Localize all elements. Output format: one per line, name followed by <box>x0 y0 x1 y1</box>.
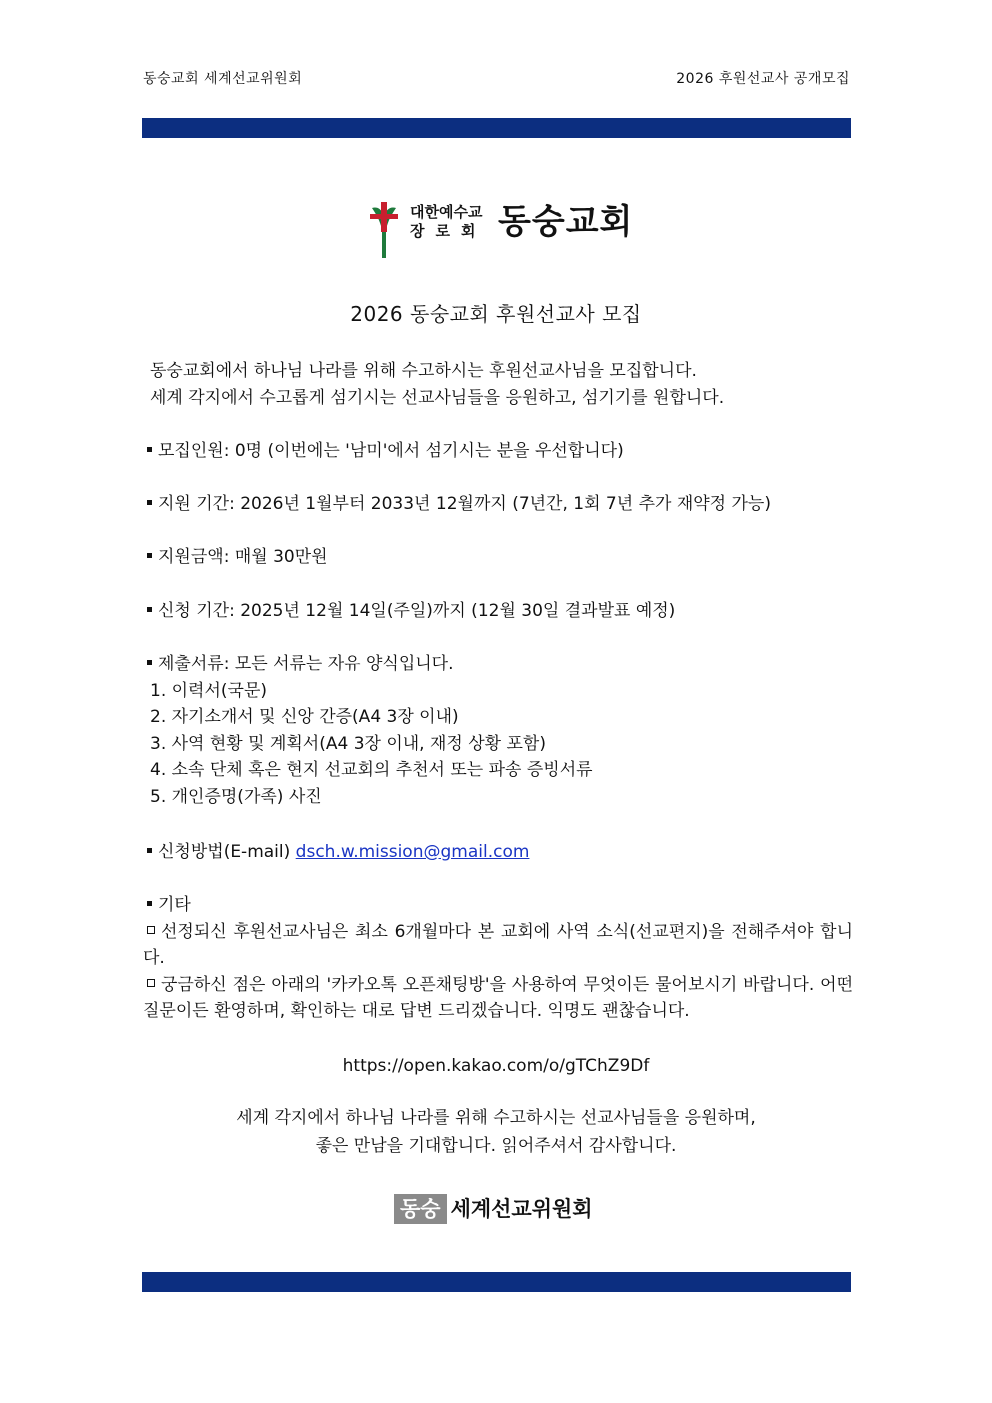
email-link[interactable]: dsch.w.mission@gmail.com <box>295 842 530 862</box>
etc-note-1 <box>143 919 853 972</box>
documents-item <box>143 651 853 810</box>
bullet-icon <box>147 553 152 558</box>
amount-text: 지원금액: 매월 30만원 <box>158 547 328 567</box>
deadline-item <box>143 598 853 625</box>
logo-org-line2: 장로회 <box>410 222 487 240</box>
etc-note-2-text: 궁금하신 점은 아래의 '카카오톡 오픈채팅방'을 사용하여 무엇이든 물어보시기 바랍니다. 어떤 질문이든 환영하며, 확인하는 대로 답변 드리겠습니다. 익명도 괜찮습니다. <box>143 974 853 1021</box>
recruit-item <box>143 438 853 465</box>
church-logo <box>364 198 634 262</box>
method-item <box>143 839 853 866</box>
closing-message <box>0 1104 992 1160</box>
etc-label: 기타 <box>158 895 191 915</box>
document-list-item: 2. 자기소개서 및 신앙 간증(A4 3장 이내) <box>150 707 459 727</box>
top-divider-bar <box>142 118 851 138</box>
etc-item <box>143 892 853 1025</box>
document-list-item: 1. 이력서(국문) <box>150 680 267 701</box>
logo-org-line1: 대한예수교 <box>410 203 483 221</box>
header-left-text: 동숭교회 세계선교위원회 <box>143 71 303 87</box>
cross-icon <box>364 200 404 260</box>
intro-line: 세계 각지에서 수고롭게 섬기시는 선교사님들을 응원하고, 섬기기를 원합니다. <box>150 387 725 408</box>
signature-tag: 동숭 <box>394 1194 447 1224</box>
method-label: 신청방법(E-mail) <box>158 842 291 862</box>
intro-paragraph <box>143 358 853 411</box>
amount-item <box>143 544 853 571</box>
document-list-item: 4. 소속 단체 혹은 현지 선교회의 추천서 또는 파송 증빙서류 <box>150 760 593 780</box>
bullet-icon <box>147 447 152 452</box>
closing-line: 세계 각지에서 하나님 나라를 위해 수고하시는 선교사님들을 응원하며, <box>236 1108 756 1128</box>
logo-church-name: 동숭교회 <box>498 202 634 242</box>
bullet-icon <box>147 500 152 505</box>
period-text: 지원 기간: 2026년 1월부터 2033년 12월까지 (7년간, 1회 7년 추가 재약정 가능) <box>158 494 771 514</box>
bottom-divider-bar <box>142 1272 851 1292</box>
page-title: 2026 동숭교회 후원선교사 모집 <box>350 302 642 326</box>
recruit-text: 모집인원: 0명 (이번에는 '남미'에서 섬기시는 분을 우선합니다) <box>158 441 624 461</box>
period-item <box>143 491 853 518</box>
committee-signature <box>394 1194 593 1224</box>
document-list-item: 5. 개인증명(가족) 사진 <box>150 786 322 807</box>
bullet-icon <box>147 607 152 612</box>
deadline-text: 신청 기간: 2025년 12월 14일(주일)까지 (12월 30일 결과발표 예정) <box>158 601 676 621</box>
header-right-text: 2026 후원선교사 공개모집 <box>676 71 850 87</box>
intro-line: 동숭교회에서 하나님 나라를 위해 수고하시는 후원선교사님을 모집합니다. <box>150 361 697 381</box>
etc-note-1-text: 선정되신 후원선교사님은 최소 6개월마다 본 교회에 사역 소식(선교편지)을 전해주셔야 합니다. <box>143 921 853 968</box>
signature-name: 세계선교위원회 <box>450 1197 593 1221</box>
bullet-icon <box>147 660 152 665</box>
bullet-icon <box>147 848 152 853</box>
documents-label: 제출서류: 모든 서류는 자유 양식입니다. <box>158 654 454 674</box>
square-bullet-icon <box>147 979 155 987</box>
closing-line: 좋은 만남을 기대합니다. 읽어주셔서 감사합니다. <box>315 1136 677 1156</box>
bullet-icon <box>147 901 152 906</box>
etc-note-2 <box>143 972 853 1025</box>
kakao-url[interactable]: https://open.kakao.com/o/gTChZ9Df <box>342 1056 650 1076</box>
square-bullet-icon <box>147 926 155 934</box>
document-list-item: 3. 사역 현황 및 계획서(A4 3장 이내, 재정 상황 포함) <box>150 733 546 754</box>
